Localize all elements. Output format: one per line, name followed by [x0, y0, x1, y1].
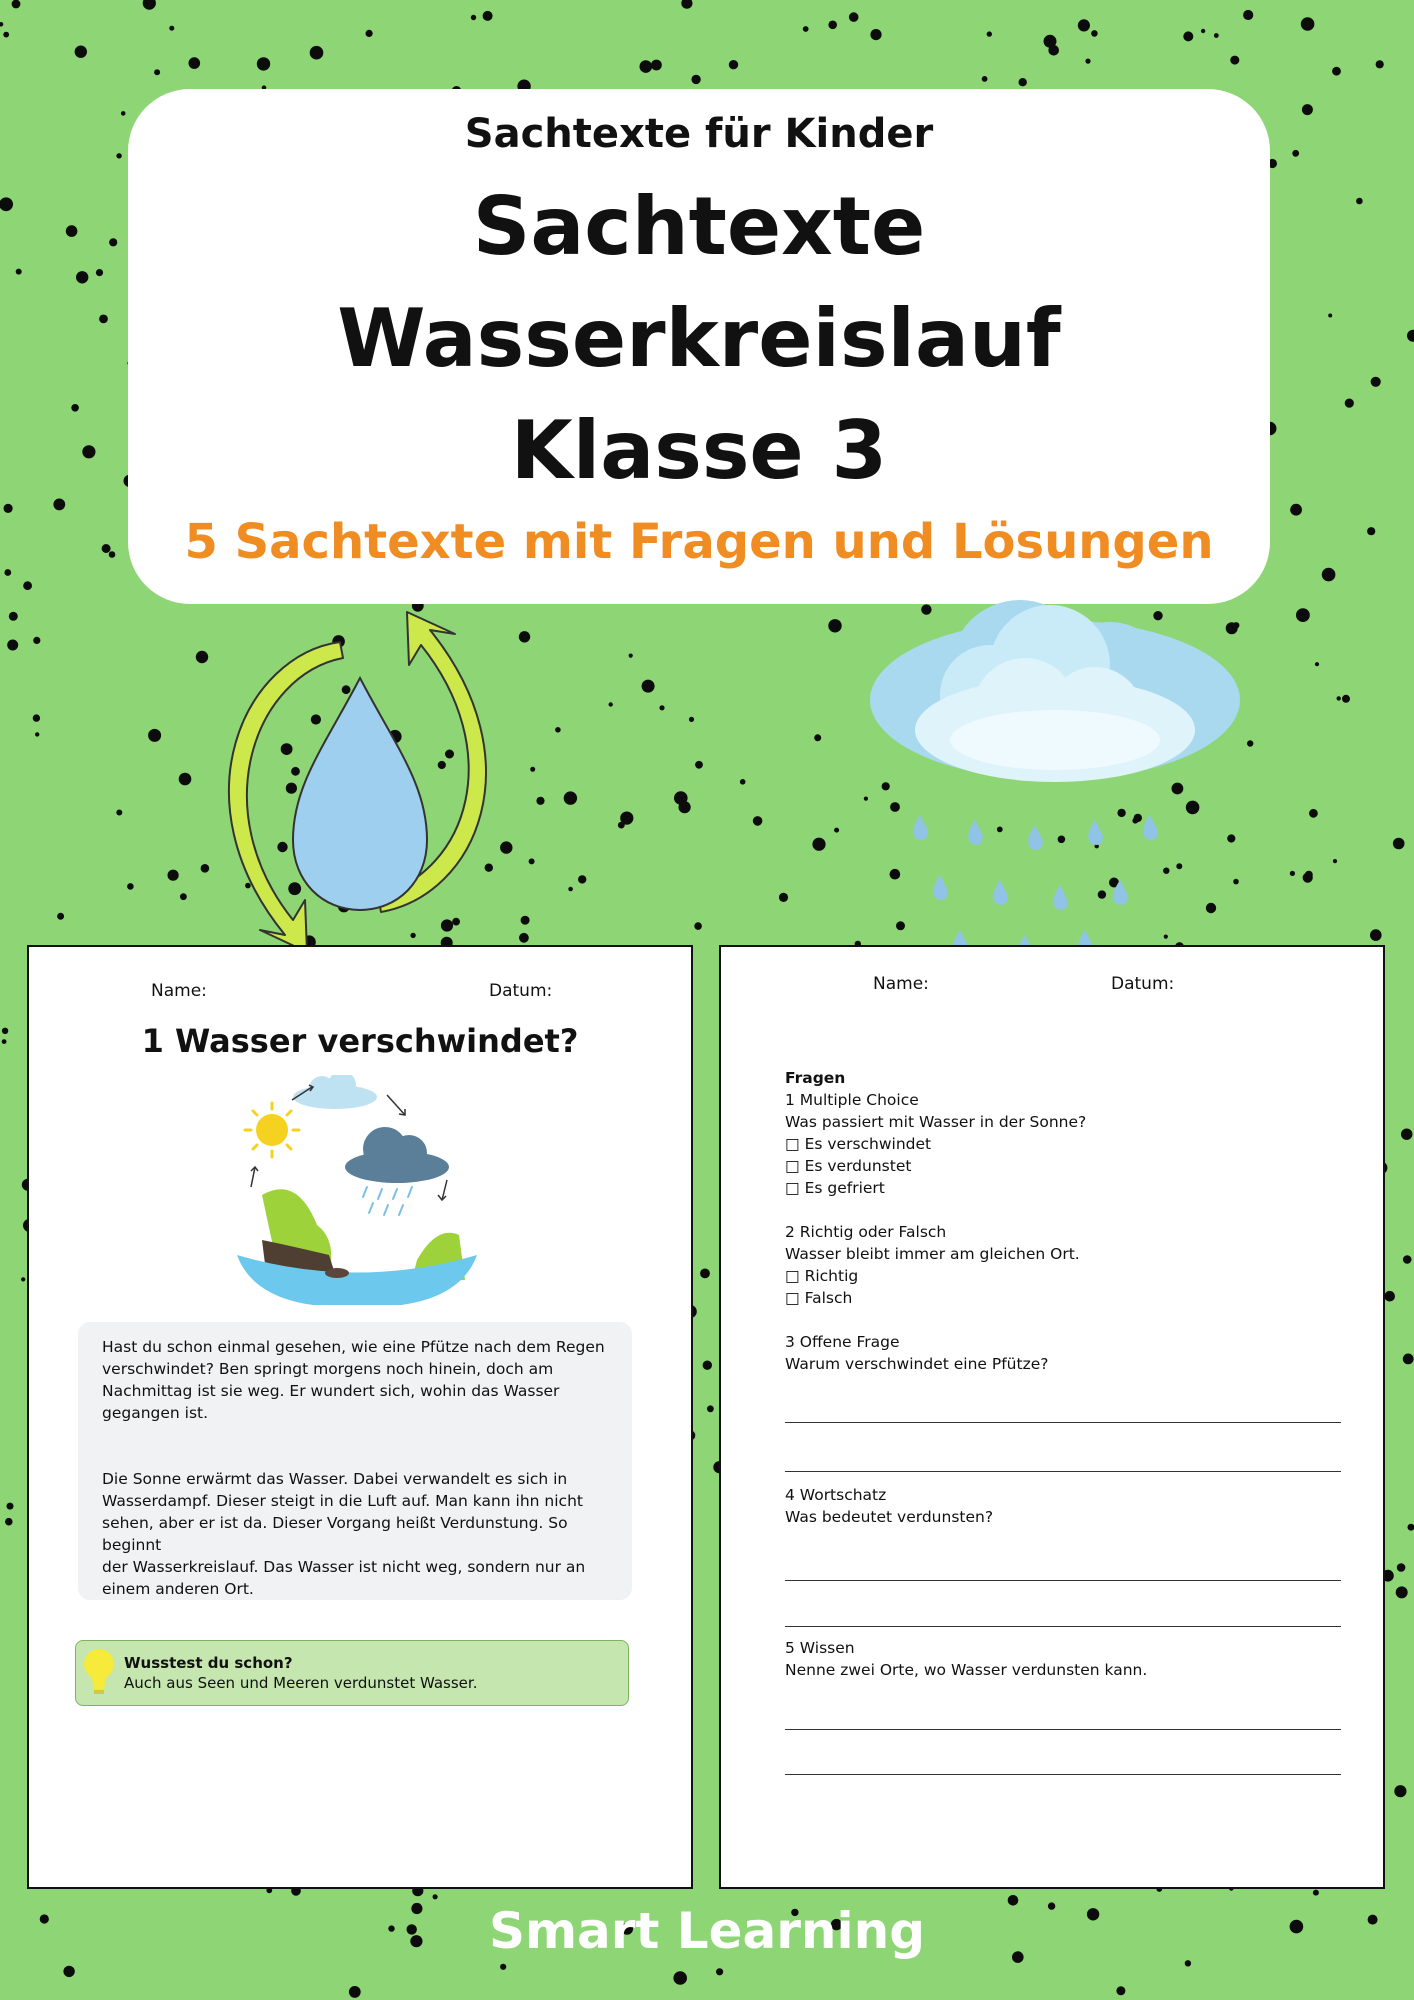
question-2 [785, 1221, 1345, 1309]
background-dot [7, 640, 18, 651]
background-dot [1302, 104, 1313, 115]
background-dot [1408, 1524, 1414, 1531]
background-dot [1313, 1890, 1319, 1896]
answer-line[interactable] [785, 1729, 1341, 1730]
background-dot [109, 238, 117, 246]
background-dot [982, 76, 988, 82]
background-dot [33, 637, 40, 644]
background-dot [812, 838, 825, 851]
background-dot [102, 544, 111, 553]
question-text: Was passiert mit Wasser in der Sonne? [785, 1113, 1087, 1131]
background-dot [4, 504, 13, 513]
date-label: Datum: [1111, 974, 1175, 994]
background-dot [0, 22, 3, 27]
subtitle: 5 Sachtexte mit Fragen und Lösungen [184, 514, 1214, 570]
background-dot [0, 197, 13, 211]
background-dot [1322, 568, 1336, 582]
background-dot [1301, 17, 1315, 31]
answer-line[interactable] [785, 1774, 1341, 1775]
background-dot [1309, 809, 1318, 818]
background-dot [349, 1986, 361, 1998]
background-dot [674, 791, 688, 805]
did-you-know-box [75, 1640, 629, 1706]
background-dot [703, 1361, 712, 1370]
date-label: Datum: [489, 981, 553, 1001]
question-4 [785, 1484, 1345, 1528]
background-dot [681, 0, 692, 9]
background-dot [828, 619, 841, 632]
background-dot [1290, 504, 1302, 516]
background-dot [2, 1039, 7, 1044]
background-dot [629, 654, 633, 658]
background-dot [168, 870, 179, 881]
answer-option[interactable]: □ Richtig [785, 1267, 859, 1285]
question-title: 3 Offene Frage [785, 1333, 900, 1351]
title-line-3: Klasse 3 [510, 404, 888, 497]
background-dot [716, 1968, 723, 1975]
background-dot [63, 1966, 74, 1977]
text-line: verschwindet? Ben springt morgens noch hinein, doch am [102, 1360, 554, 1378]
question-text: Warum verschwindet eine Pfütze? [785, 1355, 1049, 1373]
background-dot [1407, 330, 1414, 342]
background-dot [500, 1964, 506, 1970]
background-dot [691, 75, 700, 84]
background-dot [3, 32, 9, 38]
background-dot [1201, 29, 1205, 33]
background-dot [779, 893, 788, 902]
background-dot [121, 111, 126, 116]
question-title: 2 Richtig oder Falsch [785, 1223, 947, 1241]
text-line: gegangen ist. [102, 1404, 209, 1422]
background-dot [578, 875, 586, 883]
background-dot [707, 1405, 714, 1412]
question-text: Wasser bleibt immer am gleichen Ort. [785, 1245, 1080, 1263]
background-dot [1044, 35, 1057, 48]
rain-cloud [345, 1127, 449, 1183]
background-dot [35, 732, 39, 736]
text-line: der Wasserkreislauf. Das Wasser ist nicht weg, sondern nur an [102, 1558, 586, 1576]
background-dot [471, 15, 476, 20]
background-dot [609, 702, 613, 706]
background-dot [1091, 30, 1098, 37]
background-dot [1397, 1563, 1406, 1572]
background-dot [57, 913, 64, 920]
background-dot [1394, 1785, 1406, 1797]
background-dot [620, 812, 633, 825]
background-dot [1078, 19, 1090, 31]
background-dot [1019, 78, 1027, 86]
background-dot [536, 797, 544, 805]
background-dot [1337, 696, 1341, 700]
background-dot [33, 714, 40, 721]
question-text: Nenne zwei Orte, wo Wasser verdunsten kann. [785, 1661, 1148, 1679]
background-dot [530, 767, 535, 772]
background-dot [694, 922, 702, 930]
text-line: Nachmittag ist sie weg. Er wundert sich, wohin das Wasser [102, 1382, 560, 1400]
background-dot [659, 705, 664, 710]
question-5 [785, 1637, 1345, 1681]
background-dot [1183, 31, 1193, 41]
background-dot [1230, 56, 1239, 65]
background-dot [1085, 59, 1090, 64]
background-dot [1370, 929, 1382, 941]
background-dot [700, 1269, 710, 1279]
background-dot [71, 404, 79, 412]
raindrops [913, 815, 1158, 960]
background-dot [1367, 527, 1375, 535]
questions-heading: Fragen [785, 1069, 846, 1087]
background-dot [1243, 10, 1253, 20]
background-dot [679, 1974, 687, 1982]
background-dot [740, 779, 746, 785]
background-dot [640, 60, 653, 73]
background-dot [310, 46, 324, 60]
reading-worksheet [27, 945, 693, 1889]
question-title: 5 Wissen [785, 1639, 855, 1657]
background-dot [116, 153, 121, 158]
answer-line[interactable] [785, 1471, 1341, 1472]
background-dot [127, 883, 134, 890]
background-dot [1345, 399, 1354, 408]
background-dot [1185, 1960, 1191, 1966]
answer-line[interactable] [785, 1626, 1341, 1627]
background-dot [21, 1277, 25, 1281]
background-dot [109, 551, 116, 558]
background-dot [66, 225, 78, 237]
answer-option[interactable]: □ Falsch [785, 1289, 853, 1307]
background-dot [257, 57, 270, 70]
background-dot [642, 680, 655, 693]
question-title: 4 Wortschatz [785, 1486, 887, 1504]
sun-icon [245, 1103, 299, 1157]
background-dot [1356, 198, 1363, 205]
answer-option[interactable]: □ Es verdunstet [785, 1157, 912, 1175]
answer-option[interactable]: □ Es gefriert [785, 1179, 885, 1197]
background-dot [23, 581, 32, 590]
brand-footer: Smart Learning [488, 1902, 926, 1960]
background-dot [169, 26, 174, 31]
question-1 [785, 1089, 1345, 1199]
background-dot [99, 315, 108, 324]
background-dot [729, 60, 738, 69]
background-dot [568, 887, 573, 892]
background-dot [1315, 662, 1319, 666]
background-dot [1342, 695, 1350, 703]
background-dot [689, 717, 694, 722]
question-text: Was bedeutet verdunsten? [785, 1508, 994, 1526]
background-dot [4, 569, 11, 576]
background-dot [1328, 314, 1332, 318]
background-dot [483, 11, 493, 21]
title-line-1: Sachtexte [472, 180, 926, 273]
background-dot [82, 445, 95, 458]
background-dot [1396, 1586, 1408, 1598]
background-dot [1403, 1354, 1414, 1365]
water-cycle-icon [185, 600, 530, 960]
name-label: Name: [151, 981, 207, 1001]
background-dot [1214, 33, 1219, 38]
worksheet-title: 1 Wasser verschwindet? [141, 1022, 579, 1060]
background-dot [2, 1028, 8, 1034]
title-card [128, 89, 1270, 604]
background-dot [1403, 1255, 1412, 1264]
background-dot [849, 12, 859, 22]
text-line: einem anderen Ort. [102, 1580, 254, 1598]
tip-title: Wusstest du schon? [124, 1654, 293, 1672]
background-dot [564, 791, 577, 804]
background-dot [366, 30, 373, 37]
background-dot [651, 60, 662, 71]
background-dot [433, 1894, 438, 1899]
background-dot [16, 269, 22, 275]
background-dot [1247, 740, 1253, 746]
background-dot [116, 810, 122, 816]
paragraph-2 [102, 1468, 608, 1600]
water-cycle-scene [237, 1075, 477, 1305]
tip-text: Auch aus Seen und Meeren verdunstet Wasser. [124, 1674, 478, 1692]
background-dot [828, 21, 837, 30]
question-title: 1 Multiple Choice [785, 1091, 919, 1109]
answer-option[interactable]: □ Es verschwindet [785, 1135, 932, 1153]
text-line: Wasserdampf. Dieser steigt in die Luft auf. Man kann ihn nicht [102, 1492, 583, 1510]
answer-line[interactable] [785, 1580, 1341, 1581]
background-dot [76, 271, 88, 283]
background-dot [1376, 60, 1384, 68]
rain-cloud-icon [860, 600, 1245, 960]
background-dot [75, 46, 87, 58]
background-dot [870, 29, 881, 40]
background-dot [96, 269, 103, 276]
text-line: sehen, aber er ist da. Dieser Vorgang heißt Verdunstung. So beginnt [102, 1514, 568, 1554]
background-dot [1333, 859, 1337, 863]
background-dot [189, 57, 201, 69]
answer-line[interactable] [785, 1422, 1341, 1423]
text-line: Hast du schon einmal gesehen, wie eine Pfütze nach dem Regen [102, 1338, 605, 1356]
questions-worksheet [719, 945, 1385, 1889]
background-dot [7, 1503, 14, 1510]
background-dot [154, 69, 160, 75]
background-dot [753, 816, 763, 826]
title-line-2: Wasserkreislauf [337, 292, 1061, 385]
background-dot [1332, 67, 1341, 76]
text-line: Die Sonne erwärmt das Wasser. Dabei verwandelt es sich in [102, 1470, 568, 1488]
background-dot [148, 729, 161, 742]
background-dot [1393, 838, 1405, 850]
background-dot [1292, 150, 1299, 157]
background-dot [803, 26, 809, 32]
background-dot [12, 0, 21, 8]
background-dot [5, 1518, 13, 1526]
background-dot [555, 727, 561, 733]
background-dot [987, 31, 992, 36]
background-dot [1305, 871, 1313, 879]
background-dot [9, 612, 18, 621]
kicker-text: Sachtexte für Kinder [464, 111, 934, 157]
background-dot [1116, 1986, 1125, 1995]
background-dot [1290, 871, 1295, 876]
background-dot [1371, 377, 1381, 387]
background-dot [1384, 1291, 1395, 1302]
lightbulb-icon [82, 1647, 116, 1701]
question-3 [785, 1331, 1345, 1375]
background-dot [143, 0, 156, 10]
background-dot [1401, 1129, 1412, 1140]
reading-text [78, 1322, 632, 1600]
background-dot [814, 734, 821, 741]
background-dot [834, 828, 839, 833]
background-dot [1296, 608, 1310, 622]
name-label: Name: [873, 974, 929, 994]
background-dot [53, 499, 65, 511]
background-dot [695, 761, 703, 769]
paragraph-1 [102, 1336, 608, 1424]
water-drop-icon [293, 678, 427, 910]
